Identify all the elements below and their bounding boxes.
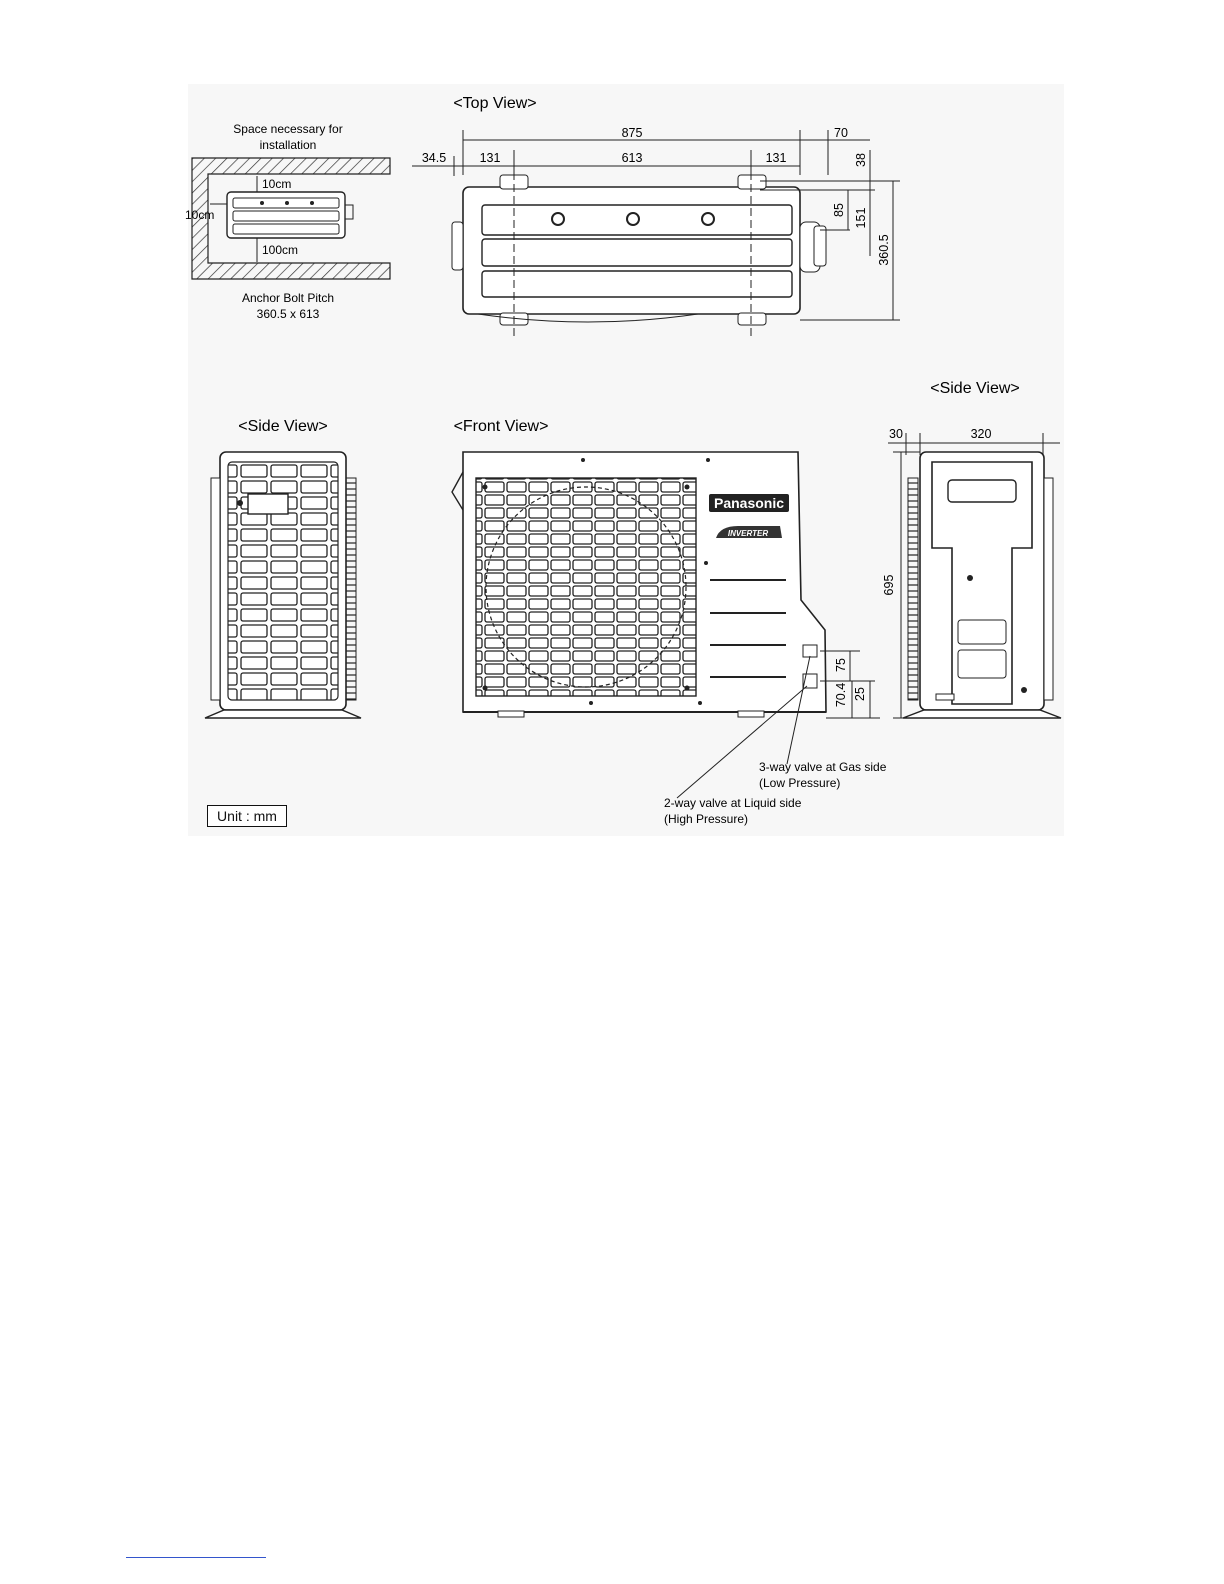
front-view <box>452 418 887 826</box>
dim-875: 875 <box>621 126 643 140</box>
unit-plan-outline <box>227 192 345 238</box>
brand-name: Panasonic <box>713 495 785 511</box>
side-view-left <box>205 418 361 718</box>
anchor-value: 360.5 x 613 <box>256 307 320 321</box>
dim-38: 38 <box>854 153 868 167</box>
front-view-title: <Front View> <box>453 418 549 435</box>
clear-top-label: 10cm <box>262 177 292 191</box>
side-left-nameplate <box>248 494 288 514</box>
fan-grille <box>476 478 696 696</box>
inverter-label: INVERTER <box>727 529 769 538</box>
side-right-body <box>920 452 1044 710</box>
top-view-title: <Top View> <box>453 95 537 112</box>
gas-valve <box>803 645 817 657</box>
unit-label: Unit : mm <box>207 805 287 827</box>
dim-70: 70 <box>834 126 848 140</box>
dim-131-left: 131 <box>479 151 501 165</box>
dim-70-4: 70.4 <box>834 682 848 708</box>
anchor-title: Anchor Bolt Pitch <box>241 291 335 305</box>
installation-title-2: installation <box>259 138 317 152</box>
side-view-left-title: <Side View> <box>238 418 328 435</box>
footer-rule <box>126 1557 266 1558</box>
dim-320: 320 <box>970 427 992 441</box>
callout-gas-2: (Low Pressure) <box>759 776 841 790</box>
callout-liquid-1: 2-way valve at Liquid side <box>664 796 802 810</box>
installation-title-1: Space necessary for <box>233 122 343 136</box>
dim-695: 695 <box>882 574 896 596</box>
side-view-right-title: <Side View> <box>930 380 1020 397</box>
dim-131-right: 131 <box>765 151 787 165</box>
clear-bottom-label: 100cm <box>262 243 299 257</box>
dim-34-5: 34.5 <box>421 151 447 165</box>
callout-gas-1: 3-way valve at Gas side <box>759 760 887 774</box>
dim-25: 25 <box>853 687 867 701</box>
clear-left-label: 10cm <box>185 208 215 222</box>
callout-liquid-2: (High Pressure) <box>664 812 749 826</box>
dim-85: 85 <box>832 203 846 217</box>
dim-151: 151 <box>854 207 868 229</box>
dim-613: 613 <box>621 151 643 165</box>
dim-75: 75 <box>834 658 848 672</box>
dim-360-5: 360.5 <box>877 234 891 266</box>
top-view <box>412 95 900 338</box>
side-view-right <box>882 427 1061 718</box>
dim-30: 30 <box>889 427 903 441</box>
installation-space-diagram <box>185 122 390 321</box>
